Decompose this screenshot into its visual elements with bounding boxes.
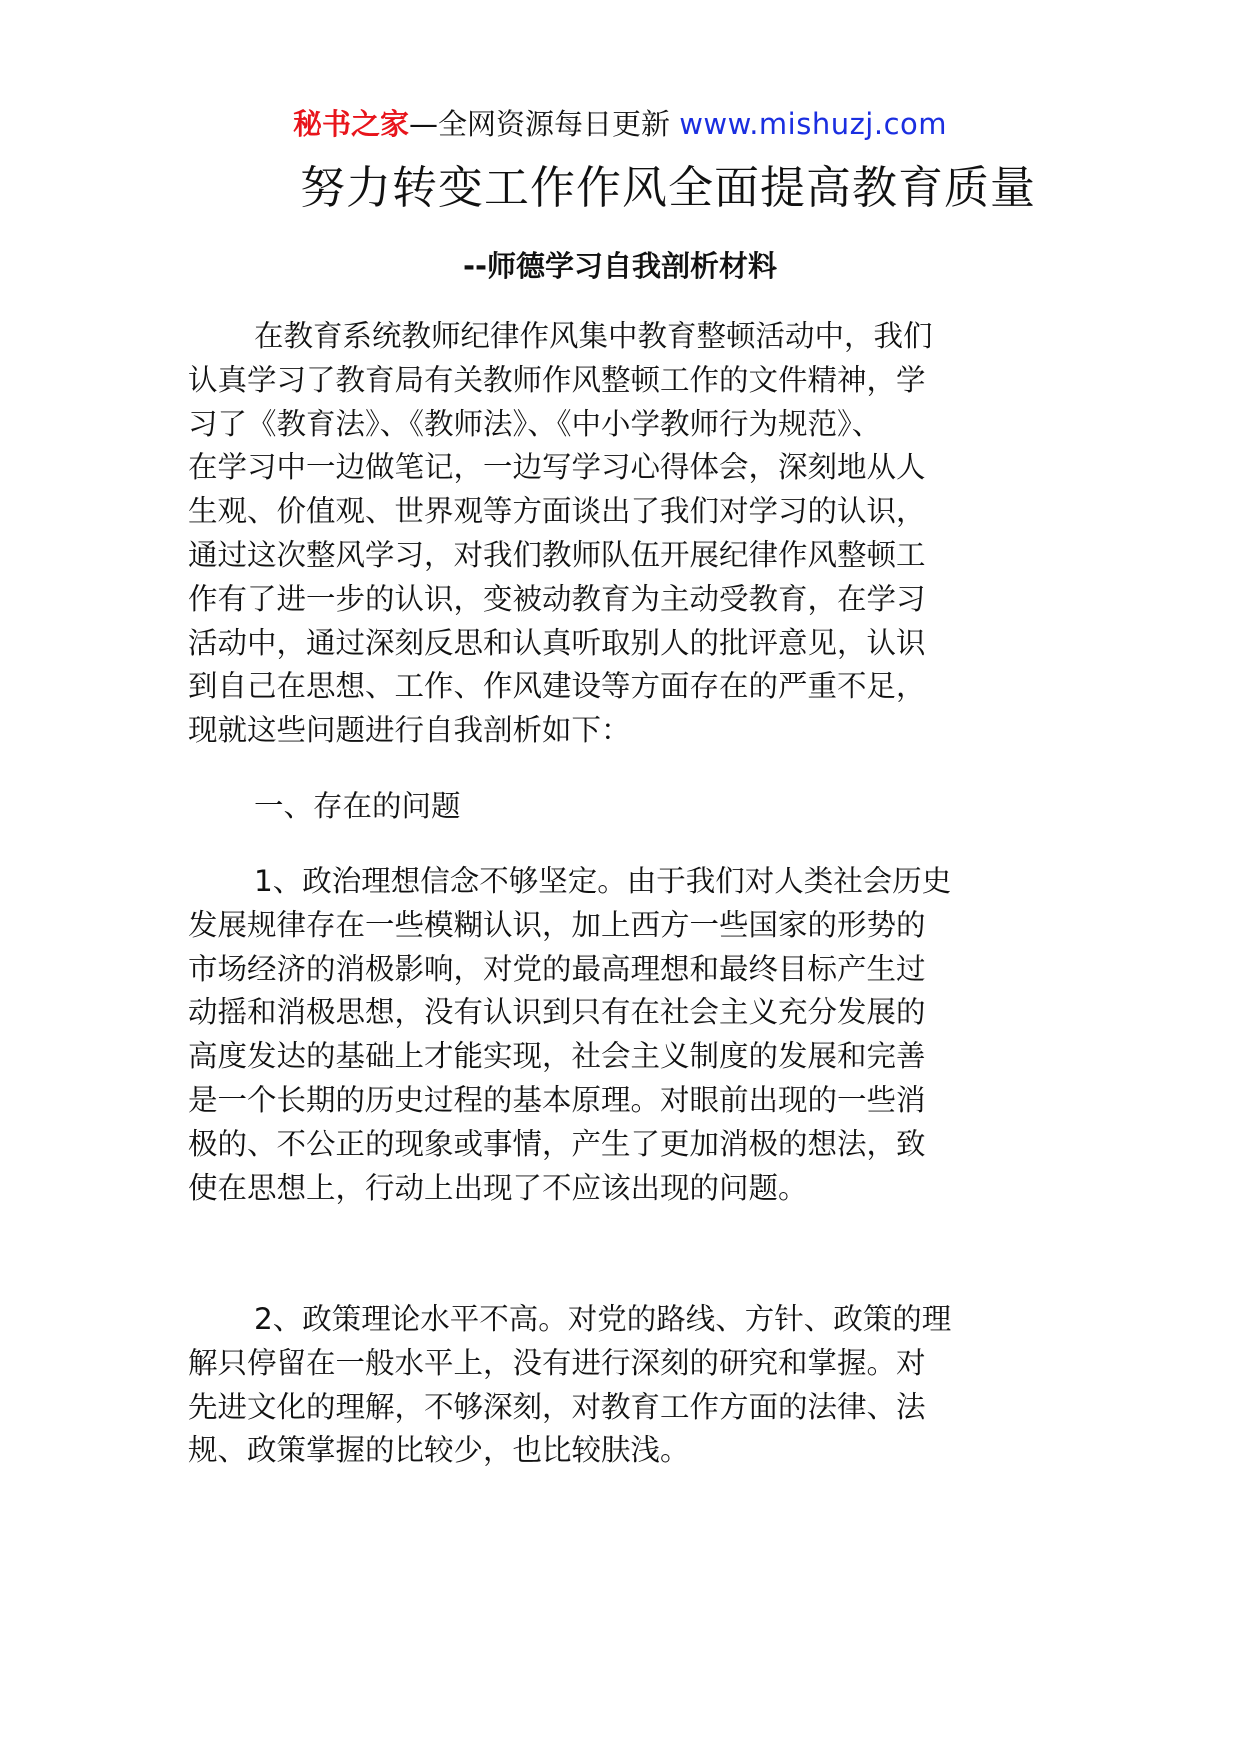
site-tagline: —全网资源每日更新 <box>408 107 670 141</box>
document-subtitle: --师德学习自我剖析材料 <box>462 249 778 283</box>
text-line: 市场经济的消极影响，对党的最高理想和最终目标产生过 <box>188 951 926 986</box>
text-line: 活动中，通过深刻反思和认真听取别人的批评意见，认识 <box>188 625 926 660</box>
text-line: 现就这些问题进行自我剖析如下： <box>188 713 631 748</box>
text-line: 使在思想上，行动上出现了不应该出现的问题。 <box>188 1170 808 1205</box>
text-line: 发展规律存在一些模糊认识，加上西方一些国家的形势的 <box>188 907 926 942</box>
site-url-link[interactable]: www.mishuzj.com <box>679 107 948 141</box>
paragraph-policy-theory <box>188 1298 1058 1473</box>
section-heading-text: 一、存在的问题 <box>254 789 461 823</box>
text-line: 高度发达的基础上才能实现，社会主义制度的发展和完善 <box>188 1039 926 1074</box>
text-line: 作有了进一步的认识，变被动教育为主动受教育，在学习 <box>188 581 926 616</box>
text-line: 解只停留在一般水平上，没有进行深刻的研究和掌握。对 <box>188 1345 926 1380</box>
text-line: 2、政策理论水平不高。对党的路线、方针、政策的理 <box>254 1302 952 1336</box>
site-header <box>0 104 1240 144</box>
text-line: 动摇和消极思想，没有认识到只有在社会主义充分发展的 <box>188 995 926 1030</box>
text-line: 1、政治理想信念不够坚定。由于我们对人类社会历史 <box>254 864 952 898</box>
text-line: 是一个长期的历史过程的基本原理。对眼前出现的一些消 <box>188 1082 926 1117</box>
paragraph-political-belief <box>188 860 1058 1210</box>
text-line: 在学习中一边做笔记，一边写学习心得体会，深刻地从人 <box>188 450 926 485</box>
section-heading <box>188 785 1058 829</box>
text-line: 通过这次整风学习，对我们教师队伍开展纪律作风整顿工 <box>188 537 926 572</box>
document-title: 努力转变工作作风全面提高教育质量 <box>300 161 1037 214</box>
text-line: 规、政策掌握的比较少，也比较肤浅。 <box>188 1433 690 1468</box>
text-line: 认真学习了教育局有关教师作风整顿工作的文件精神，学 <box>188 362 926 397</box>
paragraph-introduction <box>188 315 1058 753</box>
site-brand: 秘书之家 <box>292 107 409 141</box>
text-line: 在教育系统教师纪律作风集中教育整顿活动中，我们 <box>254 319 933 353</box>
text-line: 生观、价值观、世界观等方面谈出了我们对学习的认识， <box>188 494 926 529</box>
text-line: 极的、不公正的现象或事情，产生了更加消极的想法，致 <box>188 1126 926 1161</box>
text-line: 习了《教育法》、《教师法》、《中小学教师行为规范》、 <box>188 406 882 441</box>
text-line: 先进文化的理解，不够深刻，对教育工作方面的法律、法 <box>188 1389 926 1424</box>
text-line: 到自己在思想、工作、作风建设等方面存在的严重不足， <box>188 669 926 704</box>
